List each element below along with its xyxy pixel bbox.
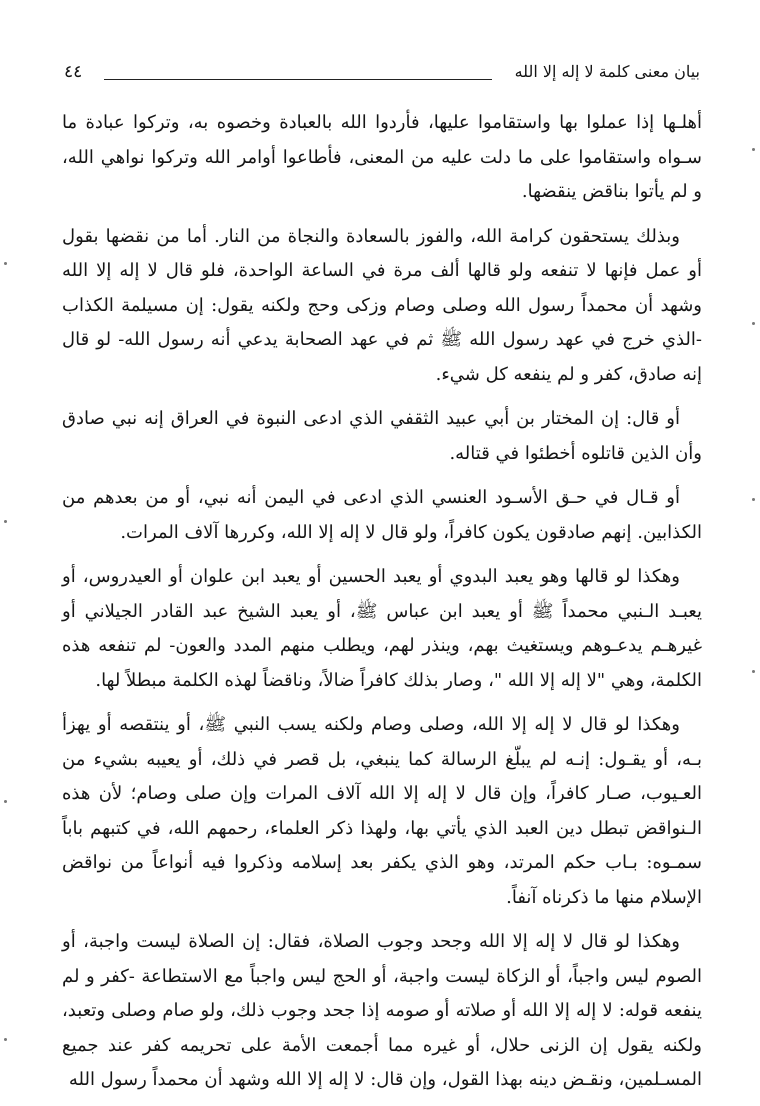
running-title: بيان معنى كلمة لا إله إلا الله xyxy=(514,62,700,81)
paragraph-7: وهكذا لو قال لا إله إلا الله وجحد وجوب الصلاة، فقال: إن الصلاة ليست واجبة، أو الصوم ليس واجباً، أو الزكاة ليست واجبة، أو الحج ليس واجباً مع الاستطاعة -كفر و لم ينفعه قوله: لا إله إلا الله أو صلاته أو صومه إذا جحد وجوب ذلك، ولو صام وصلى وتعبد، ولكنه يقول إن الزنى حلال، أو غيره مما أجمعت الأمة على تحريمه كفر عند جميع المسـلمين، ونقـض دينه بهذا القول، وإن قال: لا إله إلا الله وشهد أن محمداً رسول الله xyxy=(62,931,702,1090)
scan-mark xyxy=(752,322,755,325)
paragraph-4: أو قـال في حـق الأسـود العنسي الذي ادعى في اليمن أنه نبي، أو من بعدهم من الكذابين. إنهم صادقون يكون كافراً، ولو قال لا إله إلا الله، وكررها آلاف المرات. xyxy=(62,487,702,543)
scan-mark xyxy=(752,498,755,501)
scan-mark xyxy=(4,800,7,803)
scan-mark xyxy=(752,148,755,151)
header-rule xyxy=(104,79,492,80)
paragraph-1: أهلـها إذا عملوا بها واستقاموا عليها، فأردوا الله بالعبادة وخصوه به، وتركوا عبادة ما سـواه واستقاموا على ما دلت عليه من المعنى، فأطاعوا أوامر الله وتركوا نواهي الله، و لم يأتوا بناقض ينقضها. xyxy=(62,112,702,202)
scan-mark xyxy=(4,1038,7,1041)
page-number: ٤٤ xyxy=(64,62,83,82)
paragraph-6: وهكذا لو قال لا إله إلا الله، وصلى وصام ولكنه يسب النبي ﷺ، أو ينتقصه أو يهزأ بـه، أو يقـول: إنـه لم يبلّغ الرسالة كما ينبغي، بل قصر في ذلك، أو يعيبه بشيء من العـيوب، صـار كافراً، وإن قال لا إله إلا الله آلاف المرات وإن صلى وصام؛ لأن هذه الـنواقض تبطل دين العبد الذي يأتي بها، ولهذا ذكر العلماء، رحمهم الله، في كتبهم باباً سمـوه: بـاب حكم المرتد، وهو الذي يكفر بعد إسلامه وذكروا فيه أنواعاً من نواقض الإسلام منها ما ذكرناه آنفاً. xyxy=(62,714,702,908)
paragraph-5: وهكذا لو قالها وهو يعبد البدوي أو يعبد الحسين أو يعبد ابن علوان أو العيدروس، أو يعبـد الـنبي محمداً ﷺ أو يعبد ابن عباس ﷺ، أو يعبد الشيخ عبد القادر الجيلاني أو غيرهـم يدعـوهم ويستغيث بهم، وينذر لهم، ويطلب منهم المدد والعون- لم تنفعه هذه الكلمة، وهي "لا إله إلا الله "، وصار بذلك كافراً ضالاً، وناقضاً لهذه الكلمة مبطلاً لها. xyxy=(62,566,702,691)
page-body xyxy=(62,106,702,1098)
scan-mark xyxy=(752,670,755,673)
paragraph-2: وبذلك يستحقون كرامة الله، والفوز بالسعادة والنجاة من النار. أما من نقضها بقول أو عمل فإنها لا تنفعه ولو قالها ألف مرة في الساعة الواحدة، فلو قال لا إله إلا الله وشهد أن محمداً رسول الله وصلى وصام وزكى وحج ولكنه يقول: إن مسيلمة الكذاب -الذي خرج في عهد رسول الله ﷺ ثم في عهد الصحابة يدعي أنه رسول الله- لو قال إنه صادق، كفر و لم ينفعه كل شيء. xyxy=(62,225,702,385)
paragraph-3: أو قال: إن المختار بن أبي عبيد الثقفي الذي ادعى النبوة في العراق إنه نبي صادق وأن الذين قاتلوه أخطئوا في قتاله. xyxy=(62,408,702,464)
scan-mark xyxy=(4,520,7,523)
scan-mark xyxy=(4,262,7,265)
page-header xyxy=(64,58,700,92)
